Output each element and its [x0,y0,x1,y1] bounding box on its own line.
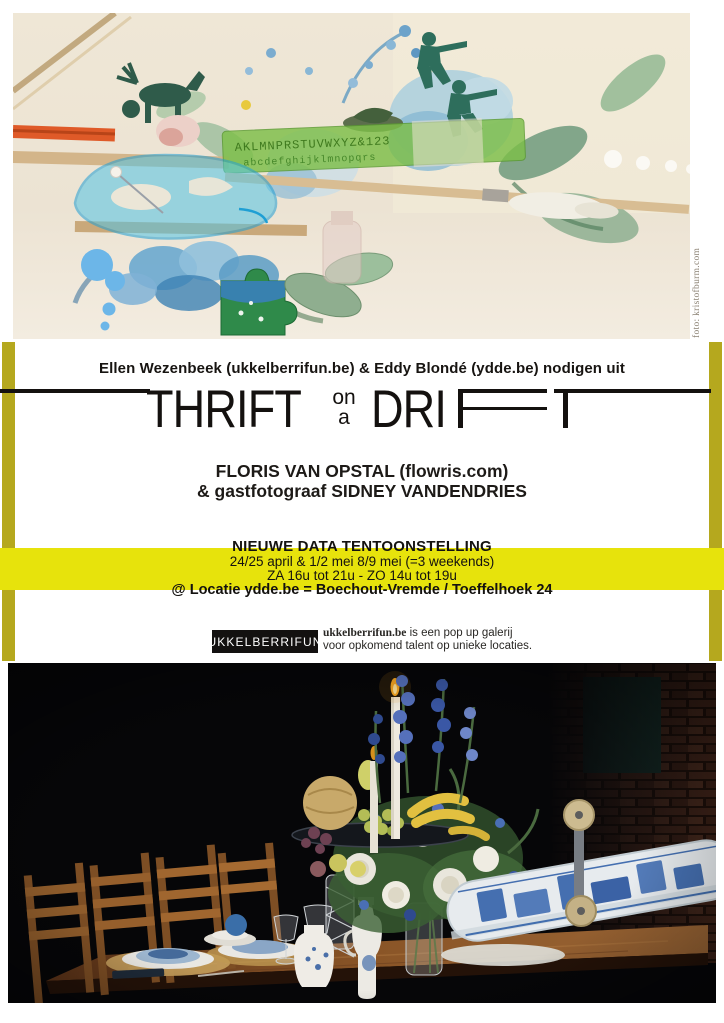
badge-desc-rest: is een pop up galerij [406,627,513,639]
artist-line-2: & gastfotograaf SIDNEY VANDENDRIES [197,481,527,501]
logo-on: on [332,386,356,409]
top-photo-craft-still-life [13,13,690,339]
badge-desc-line2: voor opkomend talent op unieke locaties. [323,639,533,652]
bottom-photo-illustration [8,663,716,1003]
logo-end-t-stem [563,389,568,428]
glass-jar [323,211,361,283]
yellow-pin-head [241,100,251,110]
logo-stretched-f-mid-bar [458,407,547,411]
invite-line: Ellen Wezenbeek (ukkelberrifun.be) & Eddy Blondé (ydde.be) nodigen uit [99,360,625,377]
banner-heading: NIEUWE DATA TENTOONSTELLING [232,538,492,555]
vignette [8,663,716,1003]
bottom-photo-table-still-life [8,663,716,1003]
logo-stretched-f-top-bar [458,389,547,393]
badge-description [323,627,583,652]
banner-dates: 24/25 april & 1/2 mei 8/9 mei (=3 weekends) [229,554,495,569]
banner-text-block [0,539,724,598]
logo-word-dri: DRI [371,380,447,439]
svg-text:AKLMNPRSTUVWXYZ&123: AKLMNPRSTUVWXYZ&123 [234,134,391,155]
artist-line-1: FLORIS VAN OPSTAL (flowris.com) [215,461,509,481]
badge-desc-url: ukkelberrifun.be [323,627,407,639]
ukkelberrifun-badge [207,630,323,653]
banner-location: @ Locatie ydde.be = Boechout-Vremde / Toeffelhoek 24 [171,582,553,598]
pink-flower [156,115,200,147]
logo-word-thrift: THRIFT [146,380,302,439]
logo-rule-left [0,389,150,393]
logo-on-a [324,388,364,428]
top-photo-illustration [13,13,690,339]
banner-hours: ZA 16u tot 21u - ZO 14u tot 19u [267,568,457,583]
svg-text:abcdefghijklmnopqrs: abcdefghijklmnopqrs [243,152,377,170]
logo-end-t-crossbar [554,389,711,393]
photo-credit-vertical: foto: kristofburm.com [692,247,702,338]
badge-label: UKKELBERRIFUN [207,634,323,649]
french-curve-ruler [75,155,276,239]
logo-a: a [338,406,350,429]
artists-block [0,461,724,501]
